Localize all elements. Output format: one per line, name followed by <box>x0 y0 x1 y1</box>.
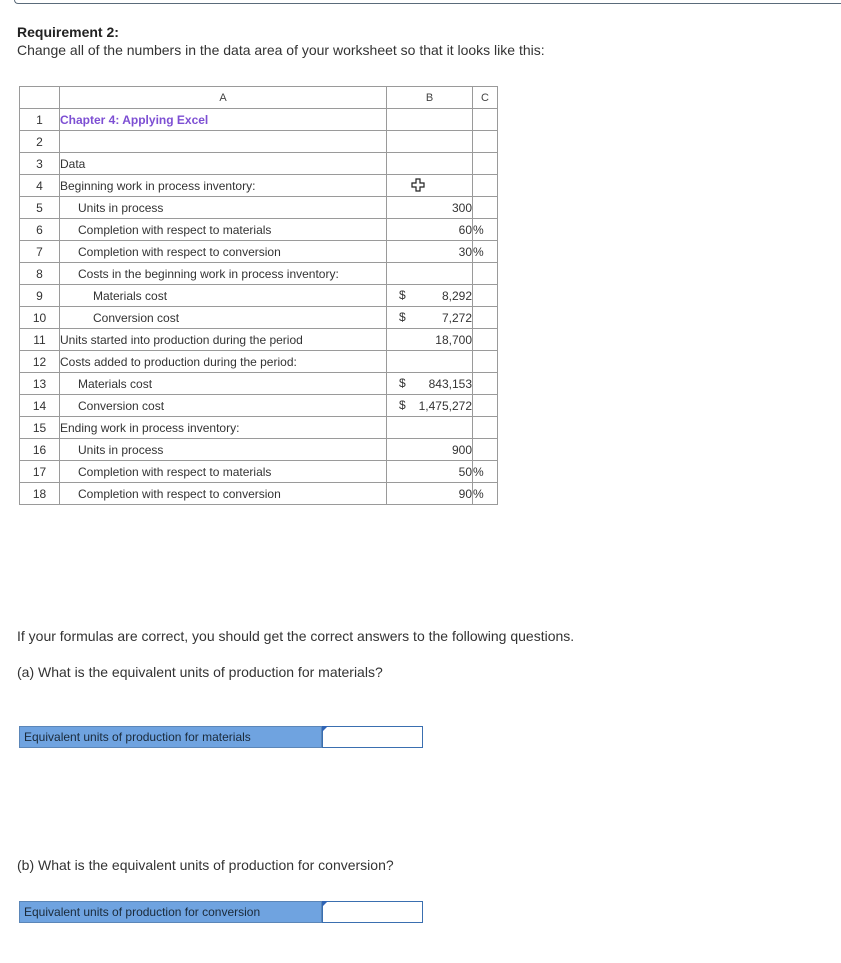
cell-b <box>387 351 473 373</box>
row-number: 8 <box>20 263 60 285</box>
cell-c <box>473 417 498 439</box>
row-number: 6 <box>20 219 60 241</box>
cell-b-value: 7,272 <box>441 310 472 325</box>
cell-b: 30 <box>387 241 473 263</box>
cell-c <box>473 109 498 131</box>
cell-a: Costs added to production during the period: <box>60 351 387 373</box>
cell-b <box>387 175 473 197</box>
cell-b: 50 <box>387 461 473 483</box>
sheet-row <box>20 417 498 439</box>
row-number: 16 <box>20 439 60 461</box>
row-number: 18 <box>20 483 60 505</box>
cell-b-value: 1,475,272 <box>418 398 472 413</box>
sheet-row <box>20 483 498 505</box>
row-number: 14 <box>20 395 60 417</box>
row-number: 9 <box>20 285 60 307</box>
cell-a: Ending work in process inventory: <box>60 417 387 439</box>
row-number: 2 <box>20 131 60 153</box>
answer-row-conversion <box>19 901 423 923</box>
cell-c: % <box>473 461 498 483</box>
cell-a <box>60 219 387 241</box>
cell-a-text: Materials cost <box>93 288 168 303</box>
cell-c <box>473 153 498 175</box>
sheet-row <box>20 285 498 307</box>
cell-b <box>387 395 473 417</box>
currency-symbol: $ <box>399 310 406 324</box>
question-b-prompt: (b) What is the equivalent units of production for conversion? <box>17 857 394 873</box>
sheet-row <box>20 373 498 395</box>
cell-a-text: Completion with respect to materials <box>78 222 272 237</box>
answer-label-conversion: Equivalent units of production for conversion <box>19 901 322 923</box>
cell-c <box>473 131 498 153</box>
cell-a <box>60 307 387 329</box>
sheet-title-cell: Chapter 4: Applying Excel <box>60 109 387 131</box>
question-a-prompt: (a) What is the equivalent units of production for materials? <box>17 664 383 680</box>
cell-a <box>60 439 387 461</box>
row-number: 13 <box>20 373 60 395</box>
cell-a-text: Units in process <box>78 442 164 457</box>
cell-b-value: 8,292 <box>441 288 472 303</box>
sheet-row <box>20 395 498 417</box>
cell-c <box>473 351 498 373</box>
cell-b <box>387 153 473 175</box>
cell-a-text: Conversion cost <box>93 310 180 325</box>
cell-c <box>473 197 498 219</box>
cell-a-text: Completion with respect to conversion <box>78 486 281 501</box>
sheet-row <box>20 461 498 483</box>
cell-b: 900 <box>387 439 473 461</box>
cell-c <box>473 263 498 285</box>
cell-a <box>60 263 387 285</box>
row-number: 11 <box>20 329 60 351</box>
sheet-row <box>20 439 498 461</box>
questions-intro: If your formulas are correct, you should get the correct answers to the following questions. <box>17 628 575 644</box>
answer-label-materials: Equivalent units of production for materials <box>19 726 322 748</box>
cell-b <box>387 263 473 285</box>
answer-input-materials[interactable] <box>322 726 423 748</box>
sheet-row <box>20 109 498 131</box>
row-number: 7 <box>20 241 60 263</box>
cell-a-text: Conversion cost <box>78 398 165 413</box>
move-cursor-icon <box>411 178 425 192</box>
cell-a-text: Completion with respect to materials <box>78 464 272 479</box>
worksheet-table <box>19 86 498 505</box>
sheet-row <box>20 197 498 219</box>
cell-a <box>60 285 387 307</box>
cell-a <box>60 131 387 153</box>
cell-c: % <box>473 241 498 263</box>
sheet-row <box>20 241 498 263</box>
cell-b <box>387 109 473 131</box>
cell-b: 18,700 <box>387 329 473 351</box>
cell-c <box>473 329 498 351</box>
cell-a <box>60 241 387 263</box>
input-marker-icon <box>322 901 328 907</box>
cell-a-text: Completion with respect to conversion <box>78 244 281 259</box>
requirement-title: Requirement 2: <box>17 24 119 40</box>
answer-input-conversion[interactable] <box>322 901 423 923</box>
currency-symbol: $ <box>399 398 406 412</box>
cell-a: Beginning work in process inventory: <box>60 175 387 197</box>
sheet-row <box>20 351 498 373</box>
cell-c: % <box>473 219 498 241</box>
row-number: 15 <box>20 417 60 439</box>
input-marker-icon <box>322 726 328 732</box>
row-number: 17 <box>20 461 60 483</box>
cell-a-text: Materials cost <box>78 376 153 391</box>
row-number: 12 <box>20 351 60 373</box>
cell-b-value: 843,153 <box>428 376 472 391</box>
cell-c <box>473 285 498 307</box>
column-header-c: C <box>473 87 498 109</box>
sheet-row <box>20 219 498 241</box>
cell-a-text: Units in process <box>78 200 164 215</box>
currency-symbol: $ <box>399 376 406 390</box>
cell-c <box>473 439 498 461</box>
cell-c <box>473 307 498 329</box>
row-number: 3 <box>20 153 60 175</box>
cell-b: 60 <box>387 219 473 241</box>
cell-a <box>60 395 387 417</box>
row-number: 5 <box>20 197 60 219</box>
cell-c: % <box>473 483 498 505</box>
top-border-line <box>14 0 841 4</box>
cell-a-text: Costs in the beginning work in process inventory: <box>78 266 339 281</box>
requirement-instruction: Change all of the numbers in the data area of your worksheet so that it looks like this: <box>17 42 545 58</box>
cell-b <box>387 417 473 439</box>
sheet-row <box>20 329 498 351</box>
cell-b <box>387 373 473 395</box>
cell-a: Data <box>60 153 387 175</box>
corner-cell <box>20 87 60 109</box>
cell-c <box>473 395 498 417</box>
cell-c <box>473 373 498 395</box>
cell-a <box>60 197 387 219</box>
cell-b <box>387 285 473 307</box>
currency-symbol: $ <box>399 288 406 302</box>
cell-a: Units started into production during the period <box>60 329 387 351</box>
cell-b: 90 <box>387 483 473 505</box>
row-number: 4 <box>20 175 60 197</box>
row-number: 10 <box>20 307 60 329</box>
sheet-row <box>20 153 498 175</box>
cell-a <box>60 483 387 505</box>
sheet-row <box>20 175 498 197</box>
cell-b <box>387 307 473 329</box>
cell-a <box>60 373 387 395</box>
column-header-a: A <box>60 87 387 109</box>
cell-c <box>473 175 498 197</box>
cell-a <box>60 461 387 483</box>
cell-b: 300 <box>387 197 473 219</box>
sheet-row <box>20 307 498 329</box>
sheet-row <box>20 263 498 285</box>
sheet-row <box>20 131 498 153</box>
row-number: 1 <box>20 109 60 131</box>
answer-row-materials <box>19 726 423 748</box>
column-header-b: B <box>387 87 473 109</box>
cell-b <box>387 131 473 153</box>
